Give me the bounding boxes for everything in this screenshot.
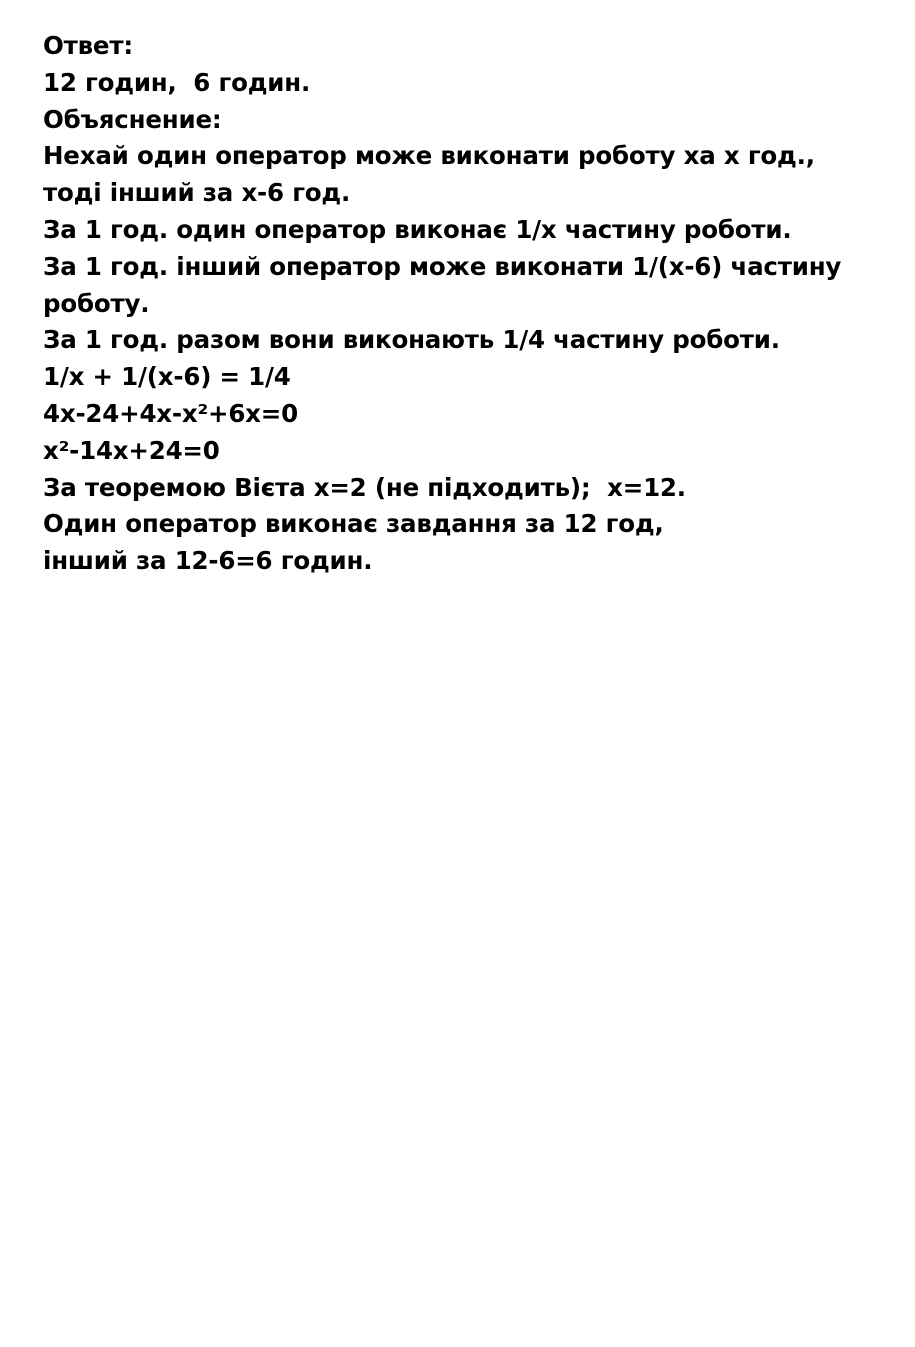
explanation-line: За теоремою Вієта х=2 (не підходить); х=12.	[43, 472, 686, 502]
explanation-line: За 1 год. разом вони виконають 1/4 частину роботи.	[43, 325, 780, 355]
equation-line: 1/х + 1/(х-6) = 1/4	[43, 362, 291, 392]
explanation-line: За 1 год. один оператор виконає 1/х частину роботи.	[43, 214, 792, 244]
answer-document	[43, 28, 893, 580]
explanation-line: Нехай один оператор може виконати роботу ха х год.,	[43, 141, 815, 171]
equation-line: х²-14х+24=0	[43, 435, 220, 465]
answer-heading: Ответ:	[43, 31, 133, 60]
explanation-line: тоді інший за х-6 год.	[43, 178, 351, 208]
explanation-line: За 1 год. інший оператор може виконати 1/(х-6) частину	[43, 251, 842, 281]
equation-line: 4х-24+4х-х²+6х=0	[43, 398, 298, 428]
explanation-heading: Объяснение:	[43, 104, 222, 134]
conclusion-line: інший за 12-6=6 годин.	[43, 546, 373, 576]
explanation-line: роботу.	[43, 288, 150, 318]
conclusion-line: Один оператор виконає завдання за 12 год,	[43, 509, 664, 539]
answer-result: 12 годин, 6 годин.	[43, 67, 311, 97]
